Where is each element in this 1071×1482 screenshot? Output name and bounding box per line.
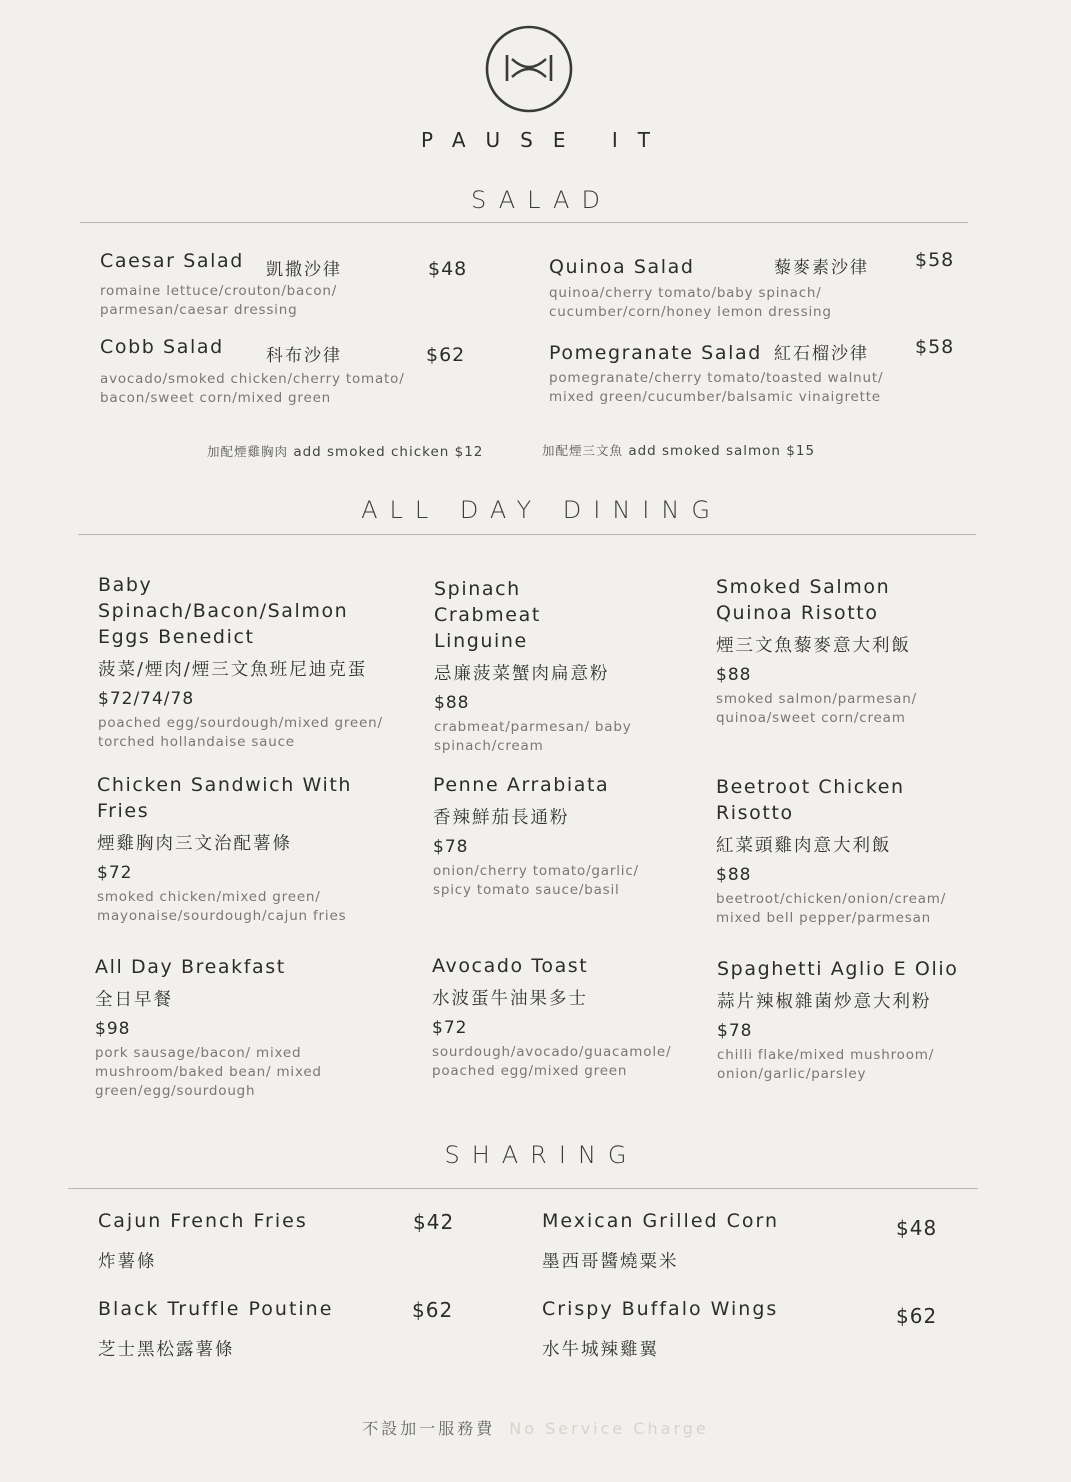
- dish-name: Caesar Salad: [100, 250, 244, 272]
- dish-description: romaine lettuce/crouton/bacon/ parmesan/caesar dressing: [100, 283, 338, 318]
- dish-name: Quinoa Salad: [549, 256, 695, 278]
- section-title-sharing: SHARING: [444, 1141, 639, 1169]
- addon-smoked-chicken: [207, 442, 483, 460]
- dish-description: pork sausage/bacon/ mixed mushroom/baked bean/ mixed green/egg/sourdough: [95, 1045, 322, 1099]
- section-title-salad: SALAD: [471, 186, 612, 214]
- dish-name: Mexican Grilled Corn: [542, 1210, 780, 1232]
- dish-item: [433, 772, 663, 900]
- dish-price: $42: [413, 1210, 455, 1234]
- dish-item: [716, 574, 946, 728]
- service-charge-cn: 不設加一服務費: [362, 1419, 496, 1438]
- dish-price: $58: [915, 336, 955, 358]
- dish-description: chilli flake/mixed mushroom/ onion/garlic/parsley: [717, 1047, 935, 1082]
- dish-name-cn: 紅石榴沙律: [774, 344, 869, 364]
- dish-name: All Day Breakfast: [95, 956, 286, 978]
- addon-smoked-salmon: [542, 441, 815, 459]
- dish-price: $72: [432, 1018, 468, 1038]
- dish-price: $62: [896, 1304, 938, 1328]
- pause-it-logo-icon: [485, 25, 573, 113]
- dish-price: $48: [428, 258, 468, 280]
- dish-name: Baby Spinach/Bacon/Salmon Eggs Benedict: [98, 574, 349, 648]
- dish-item: [432, 953, 682, 1081]
- dish-price: $88: [716, 865, 752, 885]
- divider: [68, 1188, 978, 1189]
- dish-description: avocado/smoked chicken/cherry tomato/ bacon/sweet corn/mixed green: [100, 371, 405, 406]
- dish-name: Penne Arrabiata: [433, 774, 610, 796]
- dish-item: [95, 954, 355, 1101]
- dish-price: $88: [716, 665, 752, 685]
- dish-price: $62: [412, 1298, 454, 1322]
- divider: [78, 534, 976, 535]
- dish-name: Beetroot Chicken Risotto: [716, 776, 905, 824]
- service-charge-note: [0, 1416, 1071, 1439]
- dish-description: sourdough/avocado/guacamole/ poached egg/mixed green: [432, 1044, 672, 1079]
- addon-en: add smoked salmon $15: [628, 443, 816, 459]
- section-title-all-day-dining: ALL DAY DINING: [361, 496, 722, 524]
- dish-name-cn: 忌廉菠菜蟹肉扁意粉: [434, 664, 610, 684]
- dish-item: [716, 774, 976, 928]
- dish-name: Cobb Salad: [100, 336, 224, 358]
- dish-description: quinoa/cherry tomato/baby spinach/ cucumber/corn/honey lemon dressing: [549, 285, 832, 320]
- dish-name-cn: 菠菜/煙肉/煙三文魚班尼迪克蛋: [98, 660, 368, 680]
- dish-price: $72/74/78: [98, 689, 195, 709]
- dish-price: $88: [434, 693, 470, 713]
- dish-name: Cajun French Fries: [98, 1210, 308, 1232]
- dish-description: pomegranate/cherry tomato/toasted walnut/ mixed green/cucumber/balsamic vinaigrette: [549, 370, 884, 405]
- dish-description: poached egg/sourdough/mixed green/ torched hollandaise sauce: [98, 715, 383, 750]
- dish-name: Spinach Crabmeat Linguine: [434, 578, 541, 652]
- dish-name-cn: 凱撒沙律: [266, 260, 342, 280]
- addon-cn: 加配煙三文魚: [542, 443, 624, 458]
- dish-name-cn: 炸薯條: [98, 1252, 157, 1272]
- dish-name-cn: 煙三文魚藜麥意大利飯: [716, 636, 911, 656]
- addon-en: add smoked chicken $12: [293, 444, 484, 460]
- dish-name-cn: 藜麥素沙律: [774, 258, 869, 278]
- dish-price: $78: [717, 1021, 753, 1041]
- dish-name: Smoked Salmon Quinoa Risotto: [716, 576, 891, 624]
- dish-name: Spaghetti Aglio E Olio: [717, 958, 959, 980]
- dish-name-cn: 芝士黑松露薯條: [98, 1340, 235, 1360]
- dish-item: [434, 576, 634, 756]
- divider: [80, 222, 968, 223]
- dish-name: Pomegranate Salad: [549, 342, 762, 364]
- dish-price: $78: [433, 837, 469, 857]
- dish-name-cn: 水牛城辣雞翼: [542, 1340, 659, 1360]
- dish-name: Chicken Sandwich With Fries: [97, 774, 353, 822]
- dish-name: Avocado Toast: [432, 955, 589, 977]
- dish-price: $58: [915, 249, 955, 271]
- brand-name: PAUSE IT: [421, 128, 670, 152]
- dish-name-cn: 煙雞胸肉三文治配薯條: [97, 834, 292, 854]
- dish-description: crabmeat/parmesan/ baby spinach/cream: [434, 719, 632, 754]
- dish-name-cn: 香辣鮮茄長通粉: [433, 808, 570, 828]
- service-charge-en: No Service Charge: [509, 1419, 709, 1438]
- dish-name-cn: 紅菜頭雞肉意大利飯: [716, 836, 892, 856]
- dish-description: smoked salmon/parmesan/ quinoa/sweet corn/cream: [716, 691, 917, 726]
- dish-price: $62: [426, 344, 466, 366]
- dish-description: beetroot/chicken/onion/cream/ mixed bell pepper/parmesan: [716, 891, 947, 926]
- dish-name: Black Truffle Poutine: [98, 1298, 334, 1320]
- dish-price: $98: [95, 1019, 131, 1039]
- dish-description: onion/cherry tomato/garlic/ spicy tomato sauce/basil: [433, 863, 639, 898]
- addon-cn: 加配煙雞胸肉: [207, 444, 289, 459]
- dish-item: [97, 772, 397, 926]
- dish-name-cn: 科布沙律: [266, 346, 342, 366]
- dish-description: smoked chicken/mixed green/ mayonaise/sourdough/cajun fries: [97, 889, 347, 924]
- dish-item: [717, 956, 967, 1084]
- dish-name-cn: 墨西哥醬燒粟米: [542, 1252, 679, 1272]
- dish-name-cn: 蒜片辣椒雜菌炒意大利粉: [717, 992, 932, 1012]
- dish-item: [98, 572, 398, 752]
- dish-price: $48: [896, 1216, 938, 1240]
- dish-name: Crispy Buffalo Wings: [542, 1298, 779, 1320]
- dish-name-cn: 全日早餐: [95, 990, 173, 1010]
- dish-price: $72: [97, 863, 133, 883]
- dish-name-cn: 水波蛋牛油果多士: [432, 989, 588, 1009]
